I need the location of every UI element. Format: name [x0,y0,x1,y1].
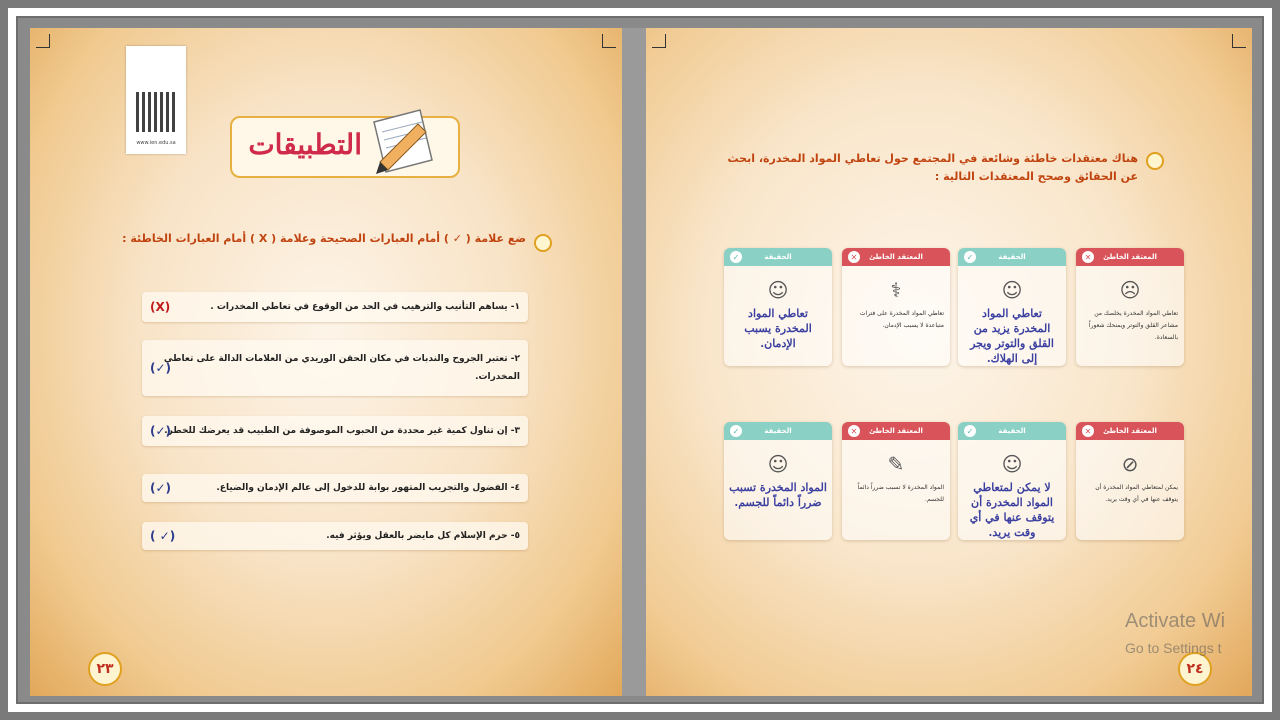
card-header: ✕ المعتقد الخاطئ [842,422,950,440]
statement-3 [142,416,528,446]
card-header: ✓ الحقيقة [724,422,832,440]
answer-mark: (✓ ) [150,529,176,543]
statement-text: ٤- الفضول والتجريب المتهور بوابة للدخول إلى عالم الإدمان والضياع. [216,483,520,493]
fact-card-1 [958,248,1066,366]
qr-code-card[interactable] [126,46,186,154]
check-icon: ✓ [730,251,742,263]
myth-card-1 [1076,248,1184,366]
card-header: ✕ المعتقد الخاطئ [1076,422,1184,440]
card-header: ✕ المعتقد الخاطئ [842,248,950,266]
syringe-icon: ✎ [887,452,905,476]
no-drugs-icon: ⊘ [1121,452,1139,476]
myth-card-4 [842,422,950,540]
answer-mark: (✓) [150,424,172,438]
card-header: ✕ المعتقد الخاطئ [1076,248,1184,266]
statement-1 [142,292,528,322]
myth-card-2 [842,248,950,366]
fact-text: المواد المخدرة تسبب ضرراً دائماً للجسم. [729,481,827,509]
check-icon: ✓ [730,425,742,437]
question-badge-icon [530,232,556,254]
question-1-text: ضع علامة ( ✓ ) أمام العبارات الصحيحة وعلامة ( X ) أمام العبارات الخاطئة : [122,232,526,245]
page-title: التطبيقات [248,128,362,161]
statement-text: ٢- تعتبر الجروح والندبات في مكان الحقن الوريدي من العلامات الدالة على تعاطي المخدرات. [163,354,520,382]
head-icon: ☺ [767,278,789,302]
pills-icon: ⚕ [890,278,902,302]
myth-card-3 [1076,422,1184,540]
answer-mark: (✓) [150,481,172,495]
crop-mark [36,34,50,48]
check-icon: ✓ [964,425,976,437]
x-icon: ✕ [848,425,860,437]
myth-text: تعاطي المواد المخدرة على فترات متباعدة لا يسبب الإدمان. [859,310,944,329]
crop-mark [602,34,616,48]
head-icon: ☺ [767,452,789,476]
statement-4 [142,474,528,502]
statement-text: ١- يساهم التأنيب والترهيب في الحد من الوقوع في تعاطي المخدرات . [210,302,520,312]
check-icon: ✓ [964,251,976,263]
answer-mark: (X) [150,300,171,314]
answer-mark: (✓) [150,361,172,375]
head-icon: ☺ [1001,278,1023,302]
fact-text: تعاطي المواد المخدرة يزيد من القلق والتوتر ويجر إلى الهلاك. [970,307,1054,365]
page-number: ٢٣ [88,652,122,686]
statement-5 [142,522,528,550]
statement-text: ٣- إن تناول كمية غير محددة من الحبوب الموصوفة من الطبيب قد يعرضك للخطر. [164,426,520,436]
qr-code-icon [136,92,176,132]
card-header: ✓ الحقيقة [724,248,832,266]
fact-card-4 [724,422,832,540]
notebook-pencil-icon [368,106,438,180]
activate-windows-watermark: Activate Wi [1125,610,1226,632]
head-icon: ☹ [1119,278,1141,302]
crop-mark [1232,34,1246,48]
myth-text: يمكن لمتعاطي المواد المخدرة أن يتوقف عنها في أي وقت يريد. [1095,484,1178,503]
page-gutter [622,28,646,696]
head-icon: ☺ [1001,452,1023,476]
myth-text: المواد المخدرة لا تسبب ضرراً دائماً للجسم. [857,484,944,503]
myth-text: تعاطي المواد المخدرة يخلصك من مشاعر القلق والتوتر ويمنحك شعوراً بالسعادة. [1088,310,1178,341]
crop-mark [652,34,666,48]
activate-windows-subtext[interactable]: Go to Settings t [1125,640,1222,656]
fact-card-3 [958,422,1066,540]
book-spread [16,16,1264,704]
statement-2 [142,340,528,396]
left-page [30,28,622,696]
x-icon: ✕ [1082,251,1094,263]
right-page [646,28,1252,696]
page-number: ٢٤ [1178,652,1212,686]
statement-text: ٥- حرم الإسلام كل مايضر بالعقل ويؤثر فيه. [326,531,520,541]
question-badge-icon [1142,150,1168,172]
fact-text: لا يمكن لمتعاطي المواد المخدرة أن يتوقف عنها في أي وقت يريد. [969,481,1055,539]
x-icon: ✕ [1082,425,1094,437]
card-header: ✓ الحقيقة [958,422,1066,440]
qr-url: www.ien.edu.sa [136,140,176,146]
fact-text: تعاطي المواد المخدرة يسبب الإدمان. [744,307,812,350]
question-2-text: هناك معتقدات خاطئة وشائعة في المجتمع حول تعاطي المواد المخدرة، ابحث عن الحقائق وصحح المعتقدات التالية : [727,152,1138,183]
x-icon: ✕ [848,251,860,263]
fact-card-2 [724,248,832,366]
card-header: ✓ الحقيقة [958,248,1066,266]
